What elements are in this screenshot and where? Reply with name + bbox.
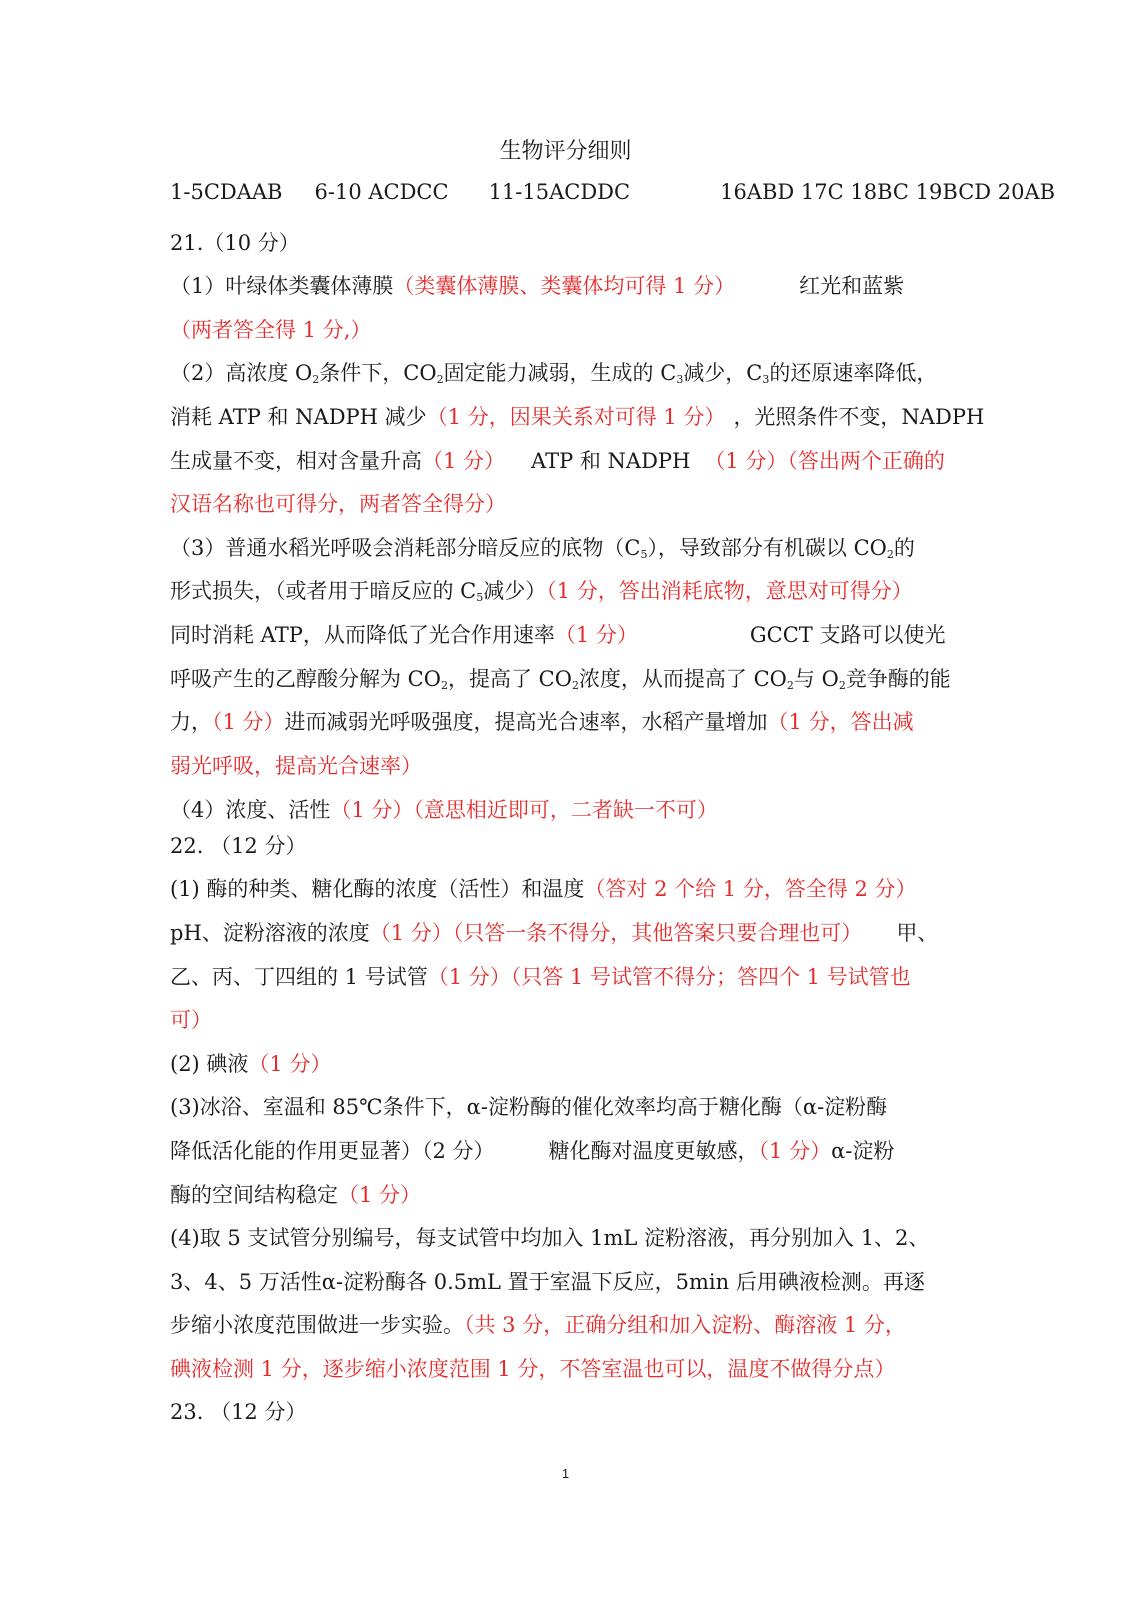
q21-heading: 21.（10 分） — [170, 231, 300, 255]
q21-part2-line2: 消耗 ATP 和 NADPH 减少（1 分，因果关系对可得 1 分） ，光照条件不变，NADPH — [170, 405, 985, 429]
q22-part2-line1: (2) 碘液（1 分） — [170, 1052, 332, 1076]
q22-part1-line2: pH、淀粉溶液的浓度（1 分）（只答一条不得分，其他答案只要合理也可） 甲、 — [170, 921, 939, 945]
q22-part1-line4: 可） — [170, 1008, 212, 1032]
q22-part3-line1: (3)冰浴、室温和 85℃条件下，α-淀粉酶的催化效率均高于糖化酶（α-淀粉酶 — [170, 1095, 888, 1119]
q21-part1-line1: （1）叶绿体类囊体薄膜（类囊体薄膜、类囊体均可得 1 分） 红光和蓝紫 — [170, 274, 905, 298]
q22-part3-line3: 酶的空间结构稳定（1 分） — [170, 1183, 422, 1207]
q22-part4-line2: 3、4、5 万活性α-淀粉酶各 0.5mL 置于室温下反应，5min 后用碘液检测。再逐 — [170, 1270, 925, 1294]
q22-part1-line1: (1) 酶的种类、糖化酶的浓度（活性）和温度（答对 2 个给 1 分，答全得 2 分） — [170, 877, 917, 901]
q21-part3-line5: 力，（1 分）进而减弱光呼吸强度，提高光合速率，水稻产量增加（1 分，答出减 — [170, 710, 914, 734]
q21-part1-line2: （两者答全得 1 分,） — [170, 318, 372, 342]
q21-part2-line3: 生成量不变，相对含量升高（1 分） ATP 和 NADPH （1 分）（答出两个正确的 — [170, 449, 945, 473]
q21-part3-line2: 形式损失，（或者用于暗反应的 $C_5$减少）（1 分，答出消耗底物，意思对可得分） — [170, 579, 913, 604]
mc-answer-1-5: 1-5CDAAB — [170, 180, 283, 204]
q21-part3-line1: （3）普通水稻光呼吸会消耗部分暗反应的底物$(C_5)$，导致部分有机碳以 $CO_2$的 — [170, 536, 915, 561]
q22-part4-line1: (4)取 5 支试管分别编号，每支试管中均加入 1mL 淀粉溶液，再分别加入 1、2、 — [170, 1226, 930, 1250]
q21-part2-line1: （2）高浓度 $O_2$条件下，$CO_2$固定能力减弱，生成的 $C_3$减少，$C_3$的还原速率降低， — [170, 361, 938, 386]
q22-part3-line2: 降低活化能的作用更显著）（2 分） 糖化酶对温度更敏感，（1 分）α-淀粉 — [170, 1139, 895, 1163]
q21-part2-line4: 汉语名称也可得分，两者答全得分） — [170, 492, 506, 516]
page-number: 1 — [561, 1466, 570, 1481]
q22-part4-line4: 碘液检测 1 分，逐步缩小浓度范围 1 分，不答室温也可以，温度不做得分点） — [170, 1357, 896, 1381]
page-title: 生物评分细则 — [499, 139, 632, 164]
q21-part3-line3: 同时消耗 ATP，从而降低了光合作用速率（1 分） GCCT 支路可以使光 — [170, 623, 946, 647]
mc-answers-row — [170, 177, 1056, 207]
q21-part4-line1: （4）浓度、活性（1 分）（意思相近即可，二者缺一不可） — [170, 798, 718, 822]
q22-part1-line3: 乙、丙、丁四组的 1 号试管（1 分）（只答 1 号试管不得分；答四个 1 号试管也 — [170, 965, 911, 989]
q23-heading: 23. （12 分） — [170, 1400, 307, 1424]
mc-answer-16-20: 16ABD 17C 18BC 19BCD 20AB — [720, 180, 1056, 204]
q21-part3-line6: 弱光呼吸，提高光合速率） — [170, 754, 422, 778]
mc-answer-11-15: 11-15ACDDC — [488, 180, 631, 204]
q21-part3-line4: 呼吸产生的乙醇酸分解为 $CO_2$，提高了 $CO_2$浓度，从而提高了 $CO_2$与 $O_2$竞争酶的能 — [170, 667, 951, 692]
q22-part4-line3: 步缩小浓度范围做进一步实验。（共 3 分，正确分组和加入淀粉、酶溶液 1 分， — [170, 1313, 906, 1337]
mc-answer-6-10: 6-10 ACDCC — [314, 180, 449, 204]
q22-heading: 22. （12 分） — [170, 834, 307, 858]
